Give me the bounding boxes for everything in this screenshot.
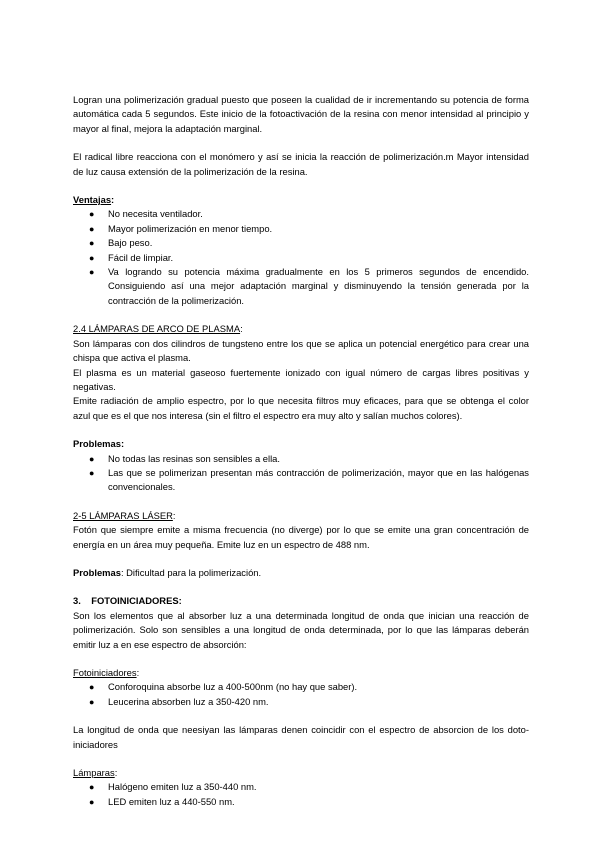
list-item: ● Leucerina absorben luz a 350-420 nm.: [73, 695, 529, 709]
fotoiniciadores-text: Son los elementos que al absorber luz a una determinada longitud de onda que inician una reacción de polimerización. Solo son sensibles a una longitud de onda determinada, por lo que las lámparas deberán emitir luz a en ese espectro de absorción:: [73, 609, 529, 650]
bullet-icon: ●: [89, 796, 95, 807]
bullet-icon: ●: [89, 223, 95, 234]
bullet-icon: ●: [89, 696, 95, 707]
bullet-icon: ●: [89, 453, 95, 464]
plasma-text-3: Emite radiación de amplio espectro, por lo que necesita filtros muy eficaces, para que se obtenga el color azul que es el que nos interesa (sin el filtro el espectro era muy alto y salían muchos colores).: [73, 395, 529, 421]
paragraph-free-radical: El radical libre reacciona con el monómero y así se inicia la reacción de polimerización.m Mayor intensidad de luz causa extensión de la polimerización de la resina.: [73, 151, 529, 177]
fotoiniciadores-sub-heading: Fotoiniciadores:: [73, 667, 140, 678]
plasma-problemas-heading: Problemas:: [73, 438, 125, 450]
ventajas-title: Ventajas: [73, 194, 112, 206]
list-item: ● Bajo peso.: [73, 236, 529, 250]
list-item: ● Mayor polimerización en menor tiempo.: [73, 222, 529, 236]
bullet-icon: ●: [89, 467, 95, 478]
laser-text: Fotón que siempre emite a misma frecuencia (no diverge) por lo que se emite una gran concentración de energía en un área muy pequeña. Emite luz en un espectro de 488 nm.: [73, 524, 529, 550]
ventajas-list: [73, 207, 529, 308]
laser-problemas: Problemas: Dificultad para la polimerización.: [73, 566, 262, 578]
lamparas-heading: Lámparas:: [73, 767, 118, 779]
lamparas-list: [73, 780, 529, 809]
list-item: ● Las que se polimerizan presentan más contracción de polimerización, mayor que en las halógenas convencionales.: [89, 466, 529, 493]
fotoiniciadores-heading: 3. FOTOINICIADORES:: [73, 595, 182, 607]
bullet-icon: ●: [89, 682, 95, 693]
laser-heading: 2-5 LÁMPARAS LÁSER:: [73, 509, 176, 521]
ventajas-heading: Ventajas:: [73, 194, 115, 206]
wavelength-note: La longitud de onda que neesiyan las lámparas denen coincidir con el espectro de absorcion de los doto-iniciadores: [73, 724, 529, 750]
plasma-text-1: Son lámparas con dos cilindros de tungsteno entre los que se aplica un potencial energético para crear una chispa que activa el plasma.: [73, 337, 529, 364]
list-item: ● No necesita ventilador.: [73, 207, 529, 221]
plasma-text-2: El plasma es un material gaseoso fuertemente ionizado con igual número de cargas libres positivas y negativas.: [73, 366, 529, 392]
list-item: ● Halógeno emiten luz a 350-440 nm.: [73, 780, 529, 794]
list-item: ● LED emiten luz a 440-550 nm.: [73, 795, 529, 809]
document-body: [73, 93, 529, 809]
fotoiniciadores-list: [73, 680, 529, 709]
list-item: ● No todas las resinas son sensibles a ella.: [73, 452, 529, 466]
bullet-icon: ●: [89, 238, 95, 249]
bullet-icon: ●: [89, 209, 95, 220]
list-item: ● Conforoquina absorbe luz a 400-500nm (no hay que saber).: [73, 680, 529, 694]
bullet-icon: ●: [89, 782, 95, 793]
list-item: ● Va logrando su potencia máxima gradualmente en los 5 primeros segundos de encendido. Consiguiendo así una mejor adaptación marginal y disminuyendo la tensión generada por la contracción de la polimerización.: [89, 266, 529, 306]
plasma-heading: 2.4 LÁMPARAS DE ARCO DE PLASMA:: [73, 323, 243, 335]
bullet-icon: ●: [89, 267, 95, 278]
list-item: ● Fácil de limpiar.: [73, 251, 529, 265]
bullet-icon: ●: [89, 252, 95, 263]
paragraph-gradual-polymerization: Logran una polimerización gradual puesto que poseen la cualidad de ir incrementando su potencia de forma automática cada 5 segundos. Este inicio de la fotoactivación de la resina con menor intensidad al principio y mayor al final, mejora la adaptación marginal.: [73, 94, 529, 134]
plasma-problemas-list: [73, 452, 529, 495]
